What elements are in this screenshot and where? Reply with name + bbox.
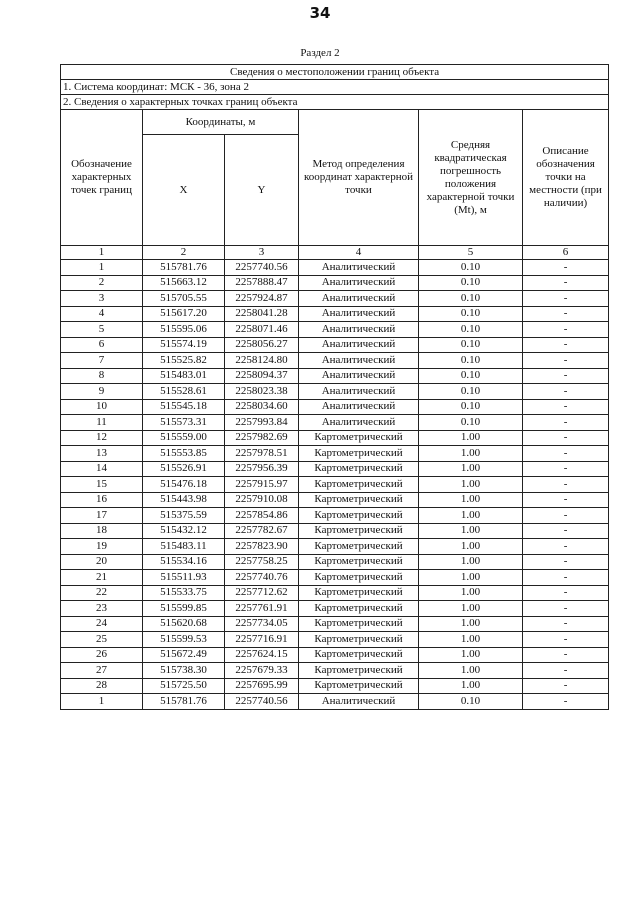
error-cell: 0.10 (419, 306, 523, 322)
point-id-cell: 27 (61, 663, 143, 679)
x-coordinate-cell: 515599.85 (143, 601, 225, 617)
section-label: Раздел 2 (300, 47, 340, 59)
x-coordinate-cell: 515432.12 (143, 523, 225, 539)
column-number: 5 (419, 246, 523, 260)
y-coordinate-cell: 2257978.51 (225, 446, 299, 462)
point-id-cell: 19 (61, 539, 143, 555)
table-row (61, 291, 609, 307)
header-method: Метод определения координат характерной точки (299, 110, 419, 246)
boundary-table (60, 64, 609, 710)
y-coordinate-cell: 2257782.67 (225, 523, 299, 539)
table-row (61, 322, 609, 338)
description-cell: - (523, 539, 609, 555)
column-numbers-row (61, 246, 609, 260)
x-coordinate-cell: 515375.59 (143, 508, 225, 524)
table-row (61, 353, 609, 369)
description-cell: - (523, 663, 609, 679)
description-cell: - (523, 601, 609, 617)
x-coordinate-cell: 515599.53 (143, 632, 225, 648)
method-cell: Картометрический (299, 461, 419, 477)
method-cell: Аналитический (299, 322, 419, 338)
x-coordinate-cell: 515573.31 (143, 415, 225, 431)
y-coordinate-cell: 2258041.28 (225, 306, 299, 322)
table-row (61, 492, 609, 508)
y-coordinate-cell: 2257956.39 (225, 461, 299, 477)
error-cell: 0.10 (419, 399, 523, 415)
points-body (61, 260, 609, 710)
y-coordinate-cell: 2257823.90 (225, 539, 299, 555)
error-cell: 0.10 (419, 368, 523, 384)
error-cell: 0.10 (419, 415, 523, 431)
error-cell: 0.10 (419, 694, 523, 710)
point-id-cell: 26 (61, 647, 143, 663)
table-row (61, 415, 609, 431)
table-row (61, 678, 609, 694)
description-cell: - (523, 337, 609, 353)
x-coordinate-cell: 515738.30 (143, 663, 225, 679)
table-row (61, 446, 609, 462)
coordinate-system: 1. Система координат: МСК - 36, зона 2 (61, 80, 609, 95)
table-row (61, 368, 609, 384)
y-coordinate-cell: 2257888.47 (225, 275, 299, 291)
table-row (61, 523, 609, 539)
header-point: Обозначение характерных точек границ (61, 110, 143, 246)
point-id-cell: 21 (61, 570, 143, 586)
y-coordinate-cell: 2258071.46 (225, 322, 299, 338)
method-cell: Картометрический (299, 647, 419, 663)
x-coordinate-cell: 515559.00 (143, 430, 225, 446)
point-id-cell: 5 (61, 322, 143, 338)
point-id-cell: 11 (61, 415, 143, 431)
method-cell: Картометрический (299, 585, 419, 601)
table-row (61, 337, 609, 353)
method-cell: Картометрический (299, 492, 419, 508)
table-row (61, 694, 609, 710)
error-cell: 1.00 (419, 523, 523, 539)
error-cell: 1.00 (419, 430, 523, 446)
table-row (61, 539, 609, 555)
description-cell: - (523, 632, 609, 648)
x-coordinate-cell: 515545.18 (143, 399, 225, 415)
header-error: Средняя квадратическая погрешность положения характерной точки (Mt), м (419, 110, 523, 246)
description-cell: - (523, 399, 609, 415)
y-coordinate-cell: 2257910.08 (225, 492, 299, 508)
description-cell: - (523, 570, 609, 586)
point-id-cell: 2 (61, 275, 143, 291)
point-id-cell: 24 (61, 616, 143, 632)
method-cell: Аналитический (299, 399, 419, 415)
point-id-cell: 12 (61, 430, 143, 446)
error-cell: 0.10 (419, 291, 523, 307)
table-row (61, 554, 609, 570)
table-row (61, 477, 609, 493)
description-cell: - (523, 461, 609, 477)
column-number: 2 (143, 246, 225, 260)
point-id-cell: 28 (61, 678, 143, 694)
x-coordinate-cell: 515443.98 (143, 492, 225, 508)
error-cell: 0.10 (419, 275, 523, 291)
point-id-cell: 1 (61, 694, 143, 710)
method-cell: Картометрический (299, 554, 419, 570)
error-cell: 1.00 (419, 647, 523, 663)
error-cell: 0.10 (419, 260, 523, 276)
y-coordinate-cell: 2257740.56 (225, 694, 299, 710)
y-coordinate-cell: 2258056.27 (225, 337, 299, 353)
error-cell: 1.00 (419, 616, 523, 632)
method-cell: Аналитический (299, 353, 419, 369)
x-coordinate-cell: 515781.76 (143, 694, 225, 710)
description-cell: - (523, 523, 609, 539)
error-cell: 0.10 (419, 337, 523, 353)
error-cell: 1.00 (419, 492, 523, 508)
x-coordinate-cell: 515534.16 (143, 554, 225, 570)
method-cell: Картометрический (299, 663, 419, 679)
column-number: 6 (523, 246, 609, 260)
method-cell: Аналитический (299, 306, 419, 322)
header-x: X (143, 135, 225, 246)
x-coordinate-cell: 515620.68 (143, 616, 225, 632)
method-cell: Картометрический (299, 601, 419, 617)
point-id-cell: 10 (61, 399, 143, 415)
method-cell: Картометрический (299, 632, 419, 648)
point-id-cell: 8 (61, 368, 143, 384)
y-coordinate-cell: 2258034.60 (225, 399, 299, 415)
x-coordinate-cell: 515617.20 (143, 306, 225, 322)
table-row (61, 260, 609, 276)
method-cell: Аналитический (299, 260, 419, 276)
error-cell: 1.00 (419, 678, 523, 694)
error-cell: 1.00 (419, 461, 523, 477)
method-cell: Картометрический (299, 539, 419, 555)
error-cell: 0.10 (419, 384, 523, 400)
description-cell: - (523, 384, 609, 400)
point-id-cell: 23 (61, 601, 143, 617)
y-coordinate-cell: 2258124.80 (225, 353, 299, 369)
description-cell: - (523, 585, 609, 601)
error-cell: 1.00 (419, 663, 523, 679)
method-cell: Аналитический (299, 694, 419, 710)
y-coordinate-cell: 2257740.56 (225, 260, 299, 276)
method-cell: Аналитический (299, 384, 419, 400)
y-coordinate-cell: 2257716.91 (225, 632, 299, 648)
x-coordinate-cell: 515725.50 (143, 678, 225, 694)
description-cell: - (523, 260, 609, 276)
x-coordinate-cell: 515553.85 (143, 446, 225, 462)
point-id-cell: 1 (61, 260, 143, 276)
description-cell: - (523, 430, 609, 446)
error-cell: 1.00 (419, 601, 523, 617)
x-coordinate-cell: 515511.93 (143, 570, 225, 586)
error-cell: 0.10 (419, 322, 523, 338)
x-coordinate-cell: 515663.12 (143, 275, 225, 291)
table-row (61, 585, 609, 601)
method-cell: Картометрический (299, 616, 419, 632)
x-coordinate-cell: 515705.55 (143, 291, 225, 307)
table-row (61, 616, 609, 632)
point-id-cell: 25 (61, 632, 143, 648)
point-id-cell: 16 (61, 492, 143, 508)
x-coordinate-cell: 515781.76 (143, 260, 225, 276)
description-cell: - (523, 678, 609, 694)
y-coordinate-cell: 2257854.86 (225, 508, 299, 524)
error-cell: 1.00 (419, 570, 523, 586)
x-coordinate-cell: 515595.06 (143, 322, 225, 338)
table-row (61, 647, 609, 663)
table-row (61, 632, 609, 648)
x-coordinate-cell: 515525.82 (143, 353, 225, 369)
x-coordinate-cell: 515528.61 (143, 384, 225, 400)
description-cell: - (523, 415, 609, 431)
error-cell: 1.00 (419, 632, 523, 648)
table-row (61, 461, 609, 477)
x-coordinate-cell: 515526.91 (143, 461, 225, 477)
point-id-cell: 22 (61, 585, 143, 601)
method-cell: Картометрический (299, 508, 419, 524)
method-cell: Аналитический (299, 337, 419, 353)
method-cell: Картометрический (299, 446, 419, 462)
point-id-cell: 13 (61, 446, 143, 462)
y-coordinate-cell: 2257915.97 (225, 477, 299, 493)
error-cell: 0.10 (419, 353, 523, 369)
x-coordinate-cell: 515483.11 (143, 539, 225, 555)
table-row (61, 275, 609, 291)
column-number: 1 (61, 246, 143, 260)
point-id-cell: 4 (61, 306, 143, 322)
header-y: Y (225, 135, 299, 246)
y-coordinate-cell: 2257761.91 (225, 601, 299, 617)
table-row (61, 508, 609, 524)
x-coordinate-cell: 515672.49 (143, 647, 225, 663)
column-number: 3 (225, 246, 299, 260)
point-id-cell: 20 (61, 554, 143, 570)
header-coordinates: Координаты, м (143, 110, 299, 135)
y-coordinate-cell: 2258094.37 (225, 368, 299, 384)
description-cell: - (523, 492, 609, 508)
description-cell: - (523, 306, 609, 322)
error-cell: 1.00 (419, 508, 523, 524)
y-coordinate-cell: 2257982.69 (225, 430, 299, 446)
method-cell: Картометрический (299, 430, 419, 446)
error-cell: 1.00 (419, 585, 523, 601)
method-cell: Картометрический (299, 678, 419, 694)
page-number: 34 (309, 4, 331, 22)
x-coordinate-cell: 515476.18 (143, 477, 225, 493)
point-id-cell: 3 (61, 291, 143, 307)
points-title: 2. Сведения о характерных точках границ объекта (61, 95, 609, 110)
point-id-cell: 15 (61, 477, 143, 493)
point-id-cell: 17 (61, 508, 143, 524)
y-coordinate-cell: 2257924.87 (225, 291, 299, 307)
description-cell: - (523, 275, 609, 291)
method-cell: Картометрический (299, 477, 419, 493)
table-row (61, 399, 609, 415)
error-cell: 1.00 (419, 539, 523, 555)
y-coordinate-cell: 2257740.76 (225, 570, 299, 586)
point-id-cell: 18 (61, 523, 143, 539)
description-cell: - (523, 694, 609, 710)
y-coordinate-cell: 2257734.05 (225, 616, 299, 632)
description-cell: - (523, 322, 609, 338)
description-cell: - (523, 647, 609, 663)
description-cell: - (523, 353, 609, 369)
y-coordinate-cell: 2257679.33 (225, 663, 299, 679)
y-coordinate-cell: 2257993.84 (225, 415, 299, 431)
error-cell: 1.00 (419, 477, 523, 493)
y-coordinate-cell: 2257758.25 (225, 554, 299, 570)
description-cell: - (523, 508, 609, 524)
table-row (61, 601, 609, 617)
table-row (61, 570, 609, 586)
description-cell: - (523, 616, 609, 632)
header-description: Описание обозначения точки на местности (при наличии) (523, 110, 609, 246)
error-cell: 1.00 (419, 446, 523, 462)
table-row (61, 306, 609, 322)
column-number: 4 (299, 246, 419, 260)
description-cell: - (523, 554, 609, 570)
y-coordinate-cell: 2257712.62 (225, 585, 299, 601)
description-cell: - (523, 368, 609, 384)
point-id-cell: 14 (61, 461, 143, 477)
description-cell: - (523, 446, 609, 462)
x-coordinate-cell: 515574.19 (143, 337, 225, 353)
description-cell: - (523, 477, 609, 493)
error-cell: 1.00 (419, 554, 523, 570)
method-cell: Картометрический (299, 570, 419, 586)
table-title: Сведения о местоположении границ объекта (61, 65, 609, 80)
point-id-cell: 9 (61, 384, 143, 400)
method-cell: Аналитический (299, 415, 419, 431)
y-coordinate-cell: 2258023.38 (225, 384, 299, 400)
x-coordinate-cell: 515533.75 (143, 585, 225, 601)
description-cell: - (523, 291, 609, 307)
y-coordinate-cell: 2257624.15 (225, 647, 299, 663)
point-id-cell: 7 (61, 353, 143, 369)
method-cell: Аналитический (299, 275, 419, 291)
y-coordinate-cell: 2257695.99 (225, 678, 299, 694)
table-row (61, 663, 609, 679)
point-id-cell: 6 (61, 337, 143, 353)
method-cell: Аналитический (299, 368, 419, 384)
x-coordinate-cell: 515483.01 (143, 368, 225, 384)
method-cell: Картометрический (299, 523, 419, 539)
table-row (61, 430, 609, 446)
method-cell: Аналитический (299, 291, 419, 307)
table-row (61, 384, 609, 400)
